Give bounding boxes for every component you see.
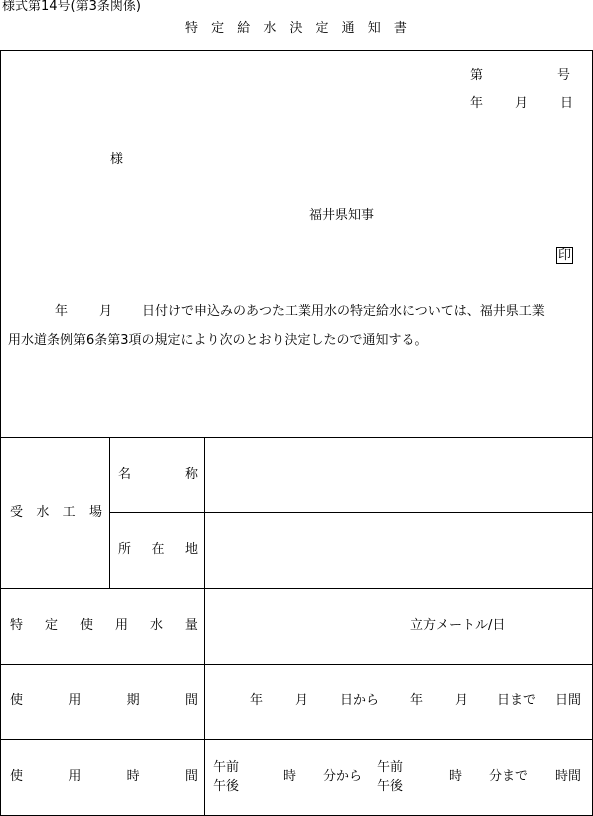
title-char: 書 — [393, 21, 407, 36]
title-char: 特 — [185, 21, 199, 36]
body-month: 月 — [99, 304, 113, 319]
period-from: 日から — [340, 693, 380, 708]
time-pm-1: 午後 — [213, 779, 240, 794]
notice-number-suffix: 号 — [557, 68, 571, 83]
period-year1: 年 — [250, 693, 264, 708]
label-char: 間 — [184, 769, 198, 784]
time-from: 分から — [323, 769, 363, 784]
title-char: 水 — [263, 21, 277, 36]
title-char: 知 — [367, 21, 381, 36]
factory-label — [10, 506, 102, 519]
title-char: 定 — [315, 21, 329, 36]
label-char: 用 — [68, 769, 82, 784]
time-am-2: 午前 — [377, 760, 404, 775]
label-char: 使 — [10, 769, 24, 784]
title-char: 決 — [289, 21, 303, 36]
title-char: 通 — [341, 21, 355, 36]
period-year2: 年 — [410, 693, 424, 708]
document-title — [185, 22, 407, 35]
body-text-line1: 日付けで申込みのあつた工業用水の特定給水については、福井県工業 — [142, 304, 545, 319]
row-divider-factory — [0, 588, 593, 589]
volume-label — [10, 619, 198, 632]
column-divider-factory — [109, 437, 110, 588]
factory-address-label — [118, 543, 198, 556]
label-char: 在 — [151, 542, 165, 557]
period-month2: 月 — [455, 693, 469, 708]
row-divider-period — [0, 739, 593, 740]
label-char: 期 — [126, 693, 140, 708]
factory-name-label — [118, 468, 198, 481]
table-top-border — [0, 437, 593, 438]
label-char: 用 — [68, 693, 82, 708]
label-char: 名 — [118, 467, 132, 482]
label-char: 使 — [79, 618, 93, 633]
period-days: 日間 — [555, 693, 582, 708]
label-char: 水 — [149, 618, 163, 633]
time-label — [10, 770, 198, 783]
time-pm-2: 午後 — [377, 779, 404, 794]
time-to: 分まで — [489, 769, 529, 784]
seal-mark: 印 — [558, 248, 572, 263]
label-char: 量 — [184, 618, 198, 633]
label-char: 特 — [10, 618, 24, 633]
title-char: 定 — [211, 21, 225, 36]
label-char: 間 — [184, 693, 198, 708]
label-char: 時 — [126, 769, 140, 784]
notice-number-prefix: 第 — [470, 68, 484, 83]
date-month: 月 — [515, 96, 529, 111]
title-char: 給 — [237, 21, 251, 36]
row-divider-name-address — [109, 512, 593, 513]
period-month1: 月 — [295, 693, 309, 708]
date-day: 日 — [560, 96, 574, 111]
label-char: 所 — [118, 542, 132, 557]
label-char: 水 — [36, 505, 50, 520]
body-text-line2: 用水道条例第6条第3項の規定により次のとおり決定したので通知する。 — [8, 333, 428, 348]
addressee-honorific: 様 — [110, 152, 124, 167]
time-hours: 時間 — [555, 769, 582, 784]
label-char: 受 — [10, 505, 24, 520]
row-divider-volume — [0, 664, 593, 665]
label-char: 称 — [184, 467, 198, 482]
label-char: 場 — [88, 505, 102, 520]
time-hour2: 時 — [449, 769, 463, 784]
body-year: 年 — [55, 304, 69, 319]
issuer-name: 福井県知事 — [309, 208, 375, 223]
form-number-label: 様式第14号(第3条関係) — [2, 0, 141, 14]
label-char: 使 — [10, 693, 24, 708]
period-label — [10, 694, 198, 707]
volume-unit: 立方メートル/日 — [410, 618, 506, 633]
label-char: 用 — [114, 618, 128, 633]
time-hour1: 時 — [283, 769, 297, 784]
label-char: 定 — [44, 618, 58, 633]
column-divider-values — [204, 437, 205, 816]
label-char: 地 — [184, 542, 198, 557]
time-am-1: 午前 — [213, 760, 240, 775]
period-to: 日まで — [497, 693, 537, 708]
date-year: 年 — [470, 96, 484, 111]
label-char: 工 — [62, 505, 76, 520]
